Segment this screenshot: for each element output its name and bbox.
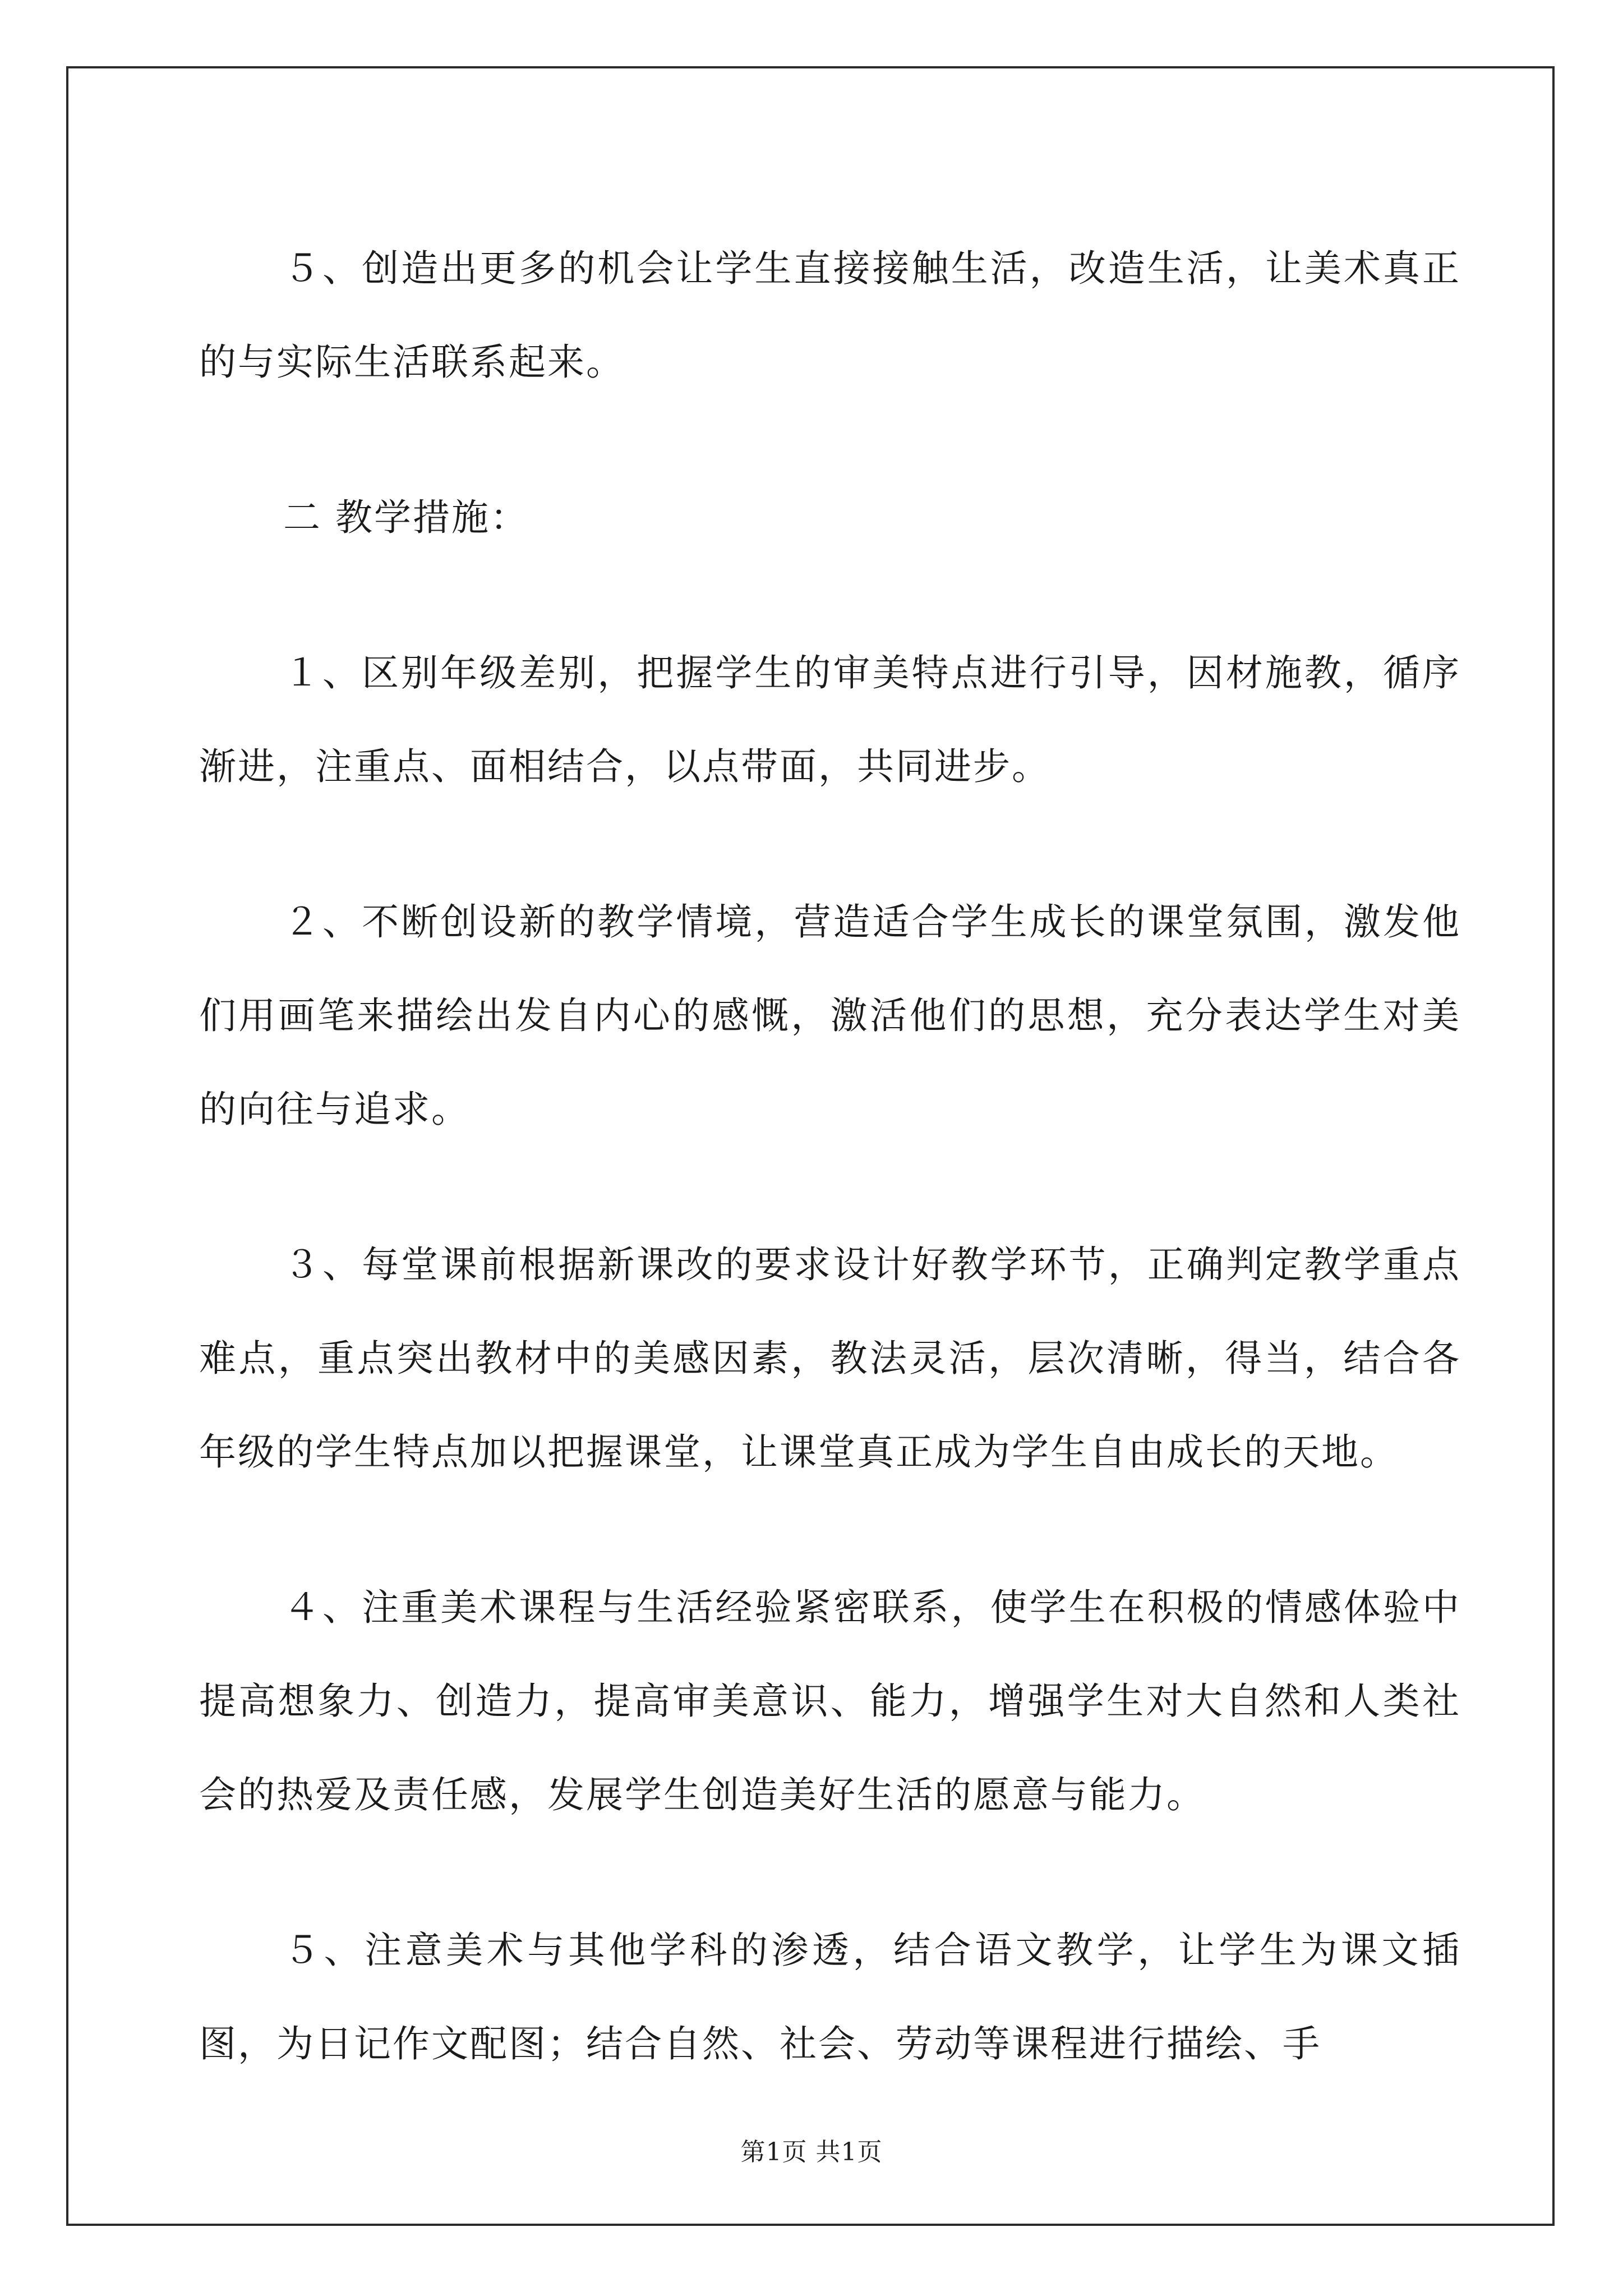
document-body [199, 222, 1461, 2091]
paragraph-gap [199, 813, 1461, 875]
paragraph-measure-2: ２、不断创设新的教学情境，营造适合学生成长的课堂氛围，激发他们用画笔来描绘出发自内心的感慨，激活他们的思想，充分表达学生对美的向往与追求。 [199, 900, 1461, 1131]
paragraph-gap [199, 1842, 1461, 1903]
paragraph-gap [199, 1499, 1461, 1561]
paragraph-gap [199, 409, 1461, 471]
paragraph-measure-3: ３、每堂课前根据新课改的要求设计好教学环节，正确判定教学重点难点，重点突出教材中的美感因素，教法灵活，层次清晰，得当，结合各年级的学生特点加以把握课堂，让课堂真正成为学生自由成长的天地。 [199, 1243, 1461, 1474]
paragraph-gap [199, 1156, 1461, 1218]
page-footer: 第1页 共1页 [740, 2138, 883, 2166]
paragraph-gap [199, 564, 1461, 626]
paragraph-measure-4: ４、注重美术课程与生活经验紧密联系，使学生在积极的情感体验中提高想象力、创造力，提高审美意识、能力，增强学生对大自然和人类社会的热爱及责任感，发展学生创造美好生活的愿意与能力。 [199, 1586, 1461, 1816]
paragraph-measure-5: ５、注意美术与其他学科的渗透，结合语文教学，让学生为课文插图，为日记作文配图；结合自然、社会、劳动等课程进行描绘、手 [199, 1929, 1461, 2065]
section-heading-teaching-measures: 二 教学措施： [283, 496, 529, 539]
paragraph-goal-5: ５、创造出更多的机会让学生直接接触生活，改造生活，让美术真正的与实际生活联系起来。 [199, 247, 1461, 384]
paragraph-measure-1: １、区别年级差别，把握学生的审美特点进行引导，因材施教，循序渐进，注重点、面相结合，以点带面，共同进步。 [199, 651, 1461, 788]
